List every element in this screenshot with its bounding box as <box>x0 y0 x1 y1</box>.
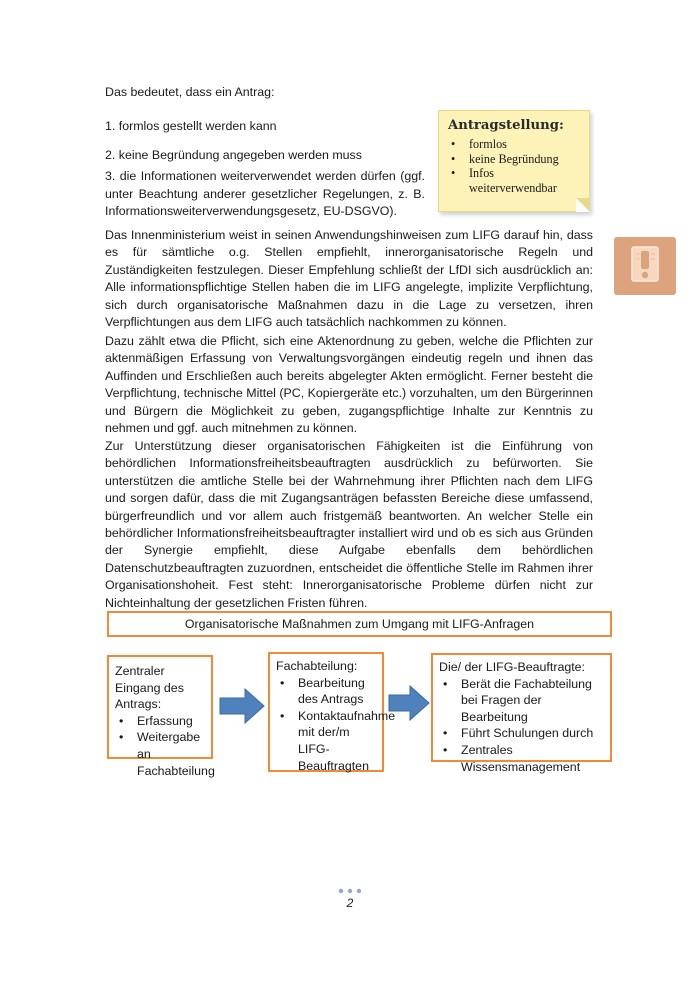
diagram-title-box <box>107 611 612 637</box>
box-heading: Fachabteilung: <box>276 659 358 673</box>
list-item-1: 1. formlos gestellt werden kann <box>105 119 277 133</box>
sticky-note-item: • keine Begründung <box>451 152 581 167</box>
diagram-box-intake <box>107 655 215 778</box>
sticky-note-item: • Infos weiterverwendbar <box>451 166 581 195</box>
paragraph-3: Zur Unterstützung dieser organisatorischen Fähigkeiten ist die Einführung von behördlichen Informationsfreiheitsbeauftragten ausdrücklich zu befürworten. Sie unterstützen die amtliche Stelle bei der Wahrnehmung ihrer Pflichten nach dem LIFG und sorgen dafür, dass die mit Zugangsanträgen befassten Bereiche diese umfassend, bürgerfreundlich und vor allem auch fristgemäß beantworten. An welcher Stelle ein behördlicher Informationsfreiheitsbeauftragter installiert wird und ob es sich aus Gründen der Synergie empfiehlt, diese Aufgabe ebenfalls dem behördlichen Datenschutzbeauftragten zuzuordnen, entscheidet die öffentliche Stelle im Rahmen ihrer Organisationshoheit. Fest steht: Innerorganisatorische Probleme dürfen nicht zur Nichteinhaltung der gesetzlichen Fristen führen. <box>105 439 593 610</box>
paragraph-1: Das Innenministerium weist in seinen Anwendungshinweisen zum LIFG darauf hin, dass es für sämtliche o.g. Stellen empfiehlt, innerorganisatorische Regeln und Zuständigkeiten festzulegen. Dieser Empfehlung schließt der LfDI sich ausdrücklich an: Alle informationspflichtige Stellen haben die im LIFG angelegte, implizite Verpflichtung, sich durch organisatorische Maßnahmen dazu in die Lage zu versetzen, ihren Verpflichtungen aus dem LIFG auch tatsächlich nachkommen zu können. <box>105 228 593 330</box>
page-number: 2 <box>346 896 354 910</box>
sticky-note-title: Antragstellung: <box>448 118 564 133</box>
intro-text: Das bedeutet, dass ein Antrag: <box>105 85 275 99</box>
diagram-title: Organisatorische Maßnahmen zum Umgang mit LIFG-Anfragen <box>184 617 535 631</box>
box-item: • Kontaktaufnahme mit der/m LIFG-Beauftragten <box>276 708 376 774</box>
list-item-2: 2. keine Begründung angegeben werden muss <box>105 148 362 162</box>
diagram-box-department <box>268 652 396 773</box>
sticky-note-list <box>451 137 581 195</box>
box-heading: Zentraler Eingang des Antrags: <box>115 664 184 712</box>
page-dots-icon <box>338 888 362 894</box>
sticky-note-fold <box>576 198 590 212</box>
box-item: • Führt Schulungen durch <box>439 725 604 742</box>
diagram-box-lifg-officer <box>431 653 612 774</box>
box-item: • Weitergabe an Fachabteilung <box>115 729 205 779</box>
box-item: • Erfassung <box>115 713 205 730</box>
sticky-note-item: • formlos <box>451 137 581 152</box>
right-arrow-icon <box>219 688 265 724</box>
box-item: • Bearbeitung des Antrags <box>276 675 376 708</box>
paragraph-2: Dazu zählt etwa die Pflicht, sich eine Aktenordnung zu geben, welche die Pflichten zur aktenmäßigen Erfassung von Verwaltungsvorgängen eindeutig regeln und ihnen das Auffinden und Erschließen auch bereits abgelegter Akten ermöglicht. Ferner besteht die Verpflichtung, technische Mittel (PC, Kopiergeräte etc.) vorzuhalten, um den Bürgerinnen und Bürgern die Möglichkeit zu geben, zugangspflichtige Inhalte zur Kenntnis zu nehmen und ggf. auch mitnehmen zu können. <box>105 334 593 436</box>
list-item-3: 3. die Informationen weiterverwendet werden dürfen (ggf. unter Beachtung anderer gesetzlicher Regelungen, z. B. Informationsweiterverwendungsgesetz, EU-DSGVO). <box>105 169 425 218</box>
document-exclamation-icon <box>614 237 676 295</box>
right-arrow-icon <box>388 685 430 721</box>
sticky-note <box>438 110 590 212</box>
box-item: • Zentrales Wissensmanagement <box>439 742 604 775</box>
box-item: • Berät die Fachabteilung bei Fragen der Bearbeitung <box>439 676 604 726</box>
box-heading: Die/ der LIFG-Beauftragte: <box>439 660 586 674</box>
